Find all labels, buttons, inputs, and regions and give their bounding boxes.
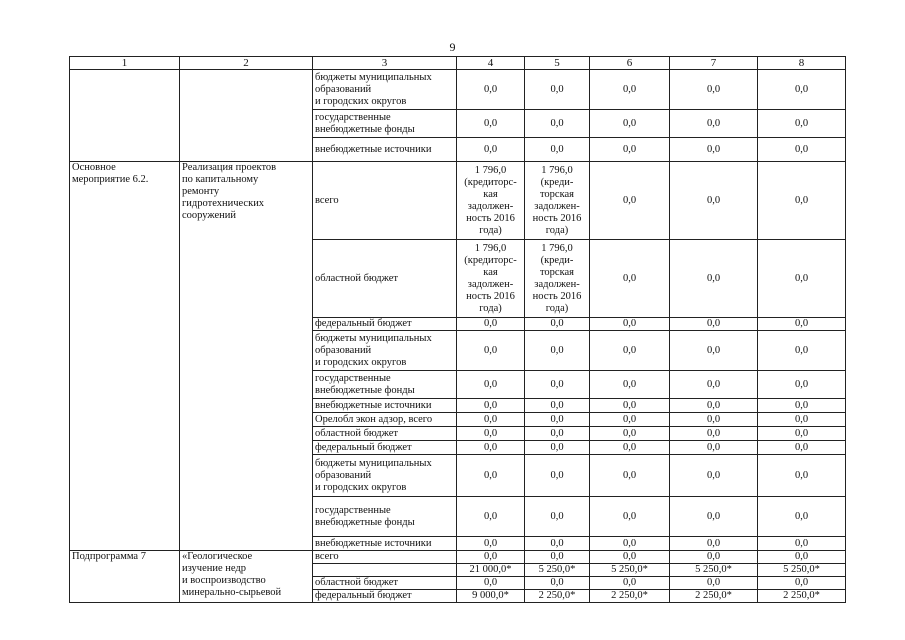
value-cell: 0,0: [590, 318, 670, 331]
value-cell: 0,0: [525, 427, 590, 441]
value-cell: 0,0: [758, 497, 846, 537]
col-header: 7: [670, 57, 758, 70]
value-cell: 0,0: [758, 138, 846, 162]
funding-source-cell: внебюджетные источники: [313, 399, 457, 413]
value-cell: 0,0: [590, 70, 670, 110]
value-cell: 0,0: [670, 110, 758, 138]
header-row: [70, 57, 846, 70]
value-cell: 0,0: [590, 455, 670, 497]
value-cell: 0,0: [758, 577, 846, 590]
funding-source-cell: государственные внебюджетные фонды: [313, 497, 457, 537]
col-header: 8: [758, 57, 846, 70]
value-cell: 0,0: [457, 70, 525, 110]
value-cell: 0,0: [670, 331, 758, 371]
value-cell: 2 250,0*: [670, 590, 758, 603]
funding-source-cell: федеральный бюджет: [313, 318, 457, 331]
value-cell: 0,0: [590, 551, 670, 564]
funding-source-cell: всего: [313, 551, 457, 564]
value-cell: 0,0: [457, 551, 525, 564]
col-header: 4: [457, 57, 525, 70]
value-cell: 0,0: [525, 70, 590, 110]
value-cell: 0,0: [457, 110, 525, 138]
col-header: 5: [525, 57, 590, 70]
value-cell: 1 796,0 (кредиторс- кая задолжен- ность 2016 года): [457, 240, 525, 318]
value-cell: 21 000,0*: [457, 564, 525, 577]
funding-source-cell: областной бюджет: [313, 427, 457, 441]
value-cell: 0,0: [457, 413, 525, 427]
value-cell: 0,0: [670, 537, 758, 551]
funding-source-cell: государственные внебюджетные фонды: [313, 110, 457, 138]
value-cell: 0,0: [670, 427, 758, 441]
value-cell: 5 250,0*: [525, 564, 590, 577]
value-cell: 0,0: [525, 399, 590, 413]
measure-name-cell: Основное мероприятие 6.2.: [70, 162, 180, 551]
value-cell: 2 250,0*: [525, 590, 590, 603]
value-cell: 0,0: [525, 138, 590, 162]
value-cell: 5 250,0*: [758, 564, 846, 577]
value-cell: 0,0: [590, 331, 670, 371]
funding-source-cell: бюджеты муниципальных образований и городских округов: [313, 331, 457, 371]
value-cell: 0,0: [758, 318, 846, 331]
page-number: 9: [449, 40, 456, 54]
value-cell: 9 000,0*: [457, 590, 525, 603]
value-cell: 0,0: [590, 413, 670, 427]
value-cell: 0,0: [758, 551, 846, 564]
value-cell: 0,0: [590, 577, 670, 590]
table-row: [70, 70, 846, 110]
value-cell: 0,0: [758, 110, 846, 138]
value-cell: 2 250,0*: [758, 590, 846, 603]
value-cell: 0,0: [525, 455, 590, 497]
value-cell: 0,0: [457, 497, 525, 537]
value-cell: 0,0: [457, 138, 525, 162]
funding-source-cell: областной бюджет: [313, 577, 457, 590]
value-cell: 0,0: [670, 162, 758, 240]
col-header: 3: [313, 57, 457, 70]
value-cell: 0,0: [758, 399, 846, 413]
value-cell: 0,0: [758, 371, 846, 399]
col-header: 2: [180, 57, 313, 70]
value-cell: 0,0: [590, 537, 670, 551]
value-cell: 0,0: [590, 399, 670, 413]
value-cell: 0,0: [525, 577, 590, 590]
value-cell: 0,0: [590, 110, 670, 138]
funding-source-cell: бюджеты муниципальных образований и городских округов: [313, 455, 457, 497]
value-cell: 0,0: [525, 497, 590, 537]
value-cell: 1 796,0 (креди- торская задолжен- ность 2016 года): [525, 240, 590, 318]
measure-description-cell: [180, 70, 313, 162]
value-cell: 0,0: [670, 577, 758, 590]
measure-name-cell: [70, 70, 180, 162]
funding-source-cell: бюджеты муниципальных образований и городских округов: [313, 70, 457, 110]
value-cell: 0,0: [525, 551, 590, 564]
value-cell: 0,0: [457, 441, 525, 455]
value-cell: 0,0: [525, 371, 590, 399]
value-cell: 0,0: [457, 577, 525, 590]
value-cell: 0,0: [758, 441, 846, 455]
value-cell: 0,0: [670, 371, 758, 399]
value-cell: 0,0: [670, 240, 758, 318]
funding-source-cell: государственные внебюджетные фонды: [313, 371, 457, 399]
col-header: 1: [70, 57, 180, 70]
value-cell: 0,0: [457, 331, 525, 371]
value-cell: 0,0: [590, 138, 670, 162]
value-cell: 0,0: [758, 240, 846, 318]
value-cell: 0,0: [590, 240, 670, 318]
value-cell: 0,0: [525, 331, 590, 371]
budget-table: [69, 56, 846, 603]
value-cell: 0,0: [670, 497, 758, 537]
funding-source-cell: [313, 564, 457, 577]
value-cell: 0,0: [457, 318, 525, 331]
value-cell: 0,0: [670, 413, 758, 427]
funding-source-cell: всего: [313, 162, 457, 240]
value-cell: 0,0: [670, 551, 758, 564]
value-cell: 0,0: [590, 427, 670, 441]
measure-description-cell: «Геологическое изучение недр и воспроизводство минерально-сырьевой: [180, 551, 313, 603]
value-cell: 0,0: [758, 70, 846, 110]
funding-source-cell: Орелобл экон адзор, всего: [313, 413, 457, 427]
value-cell: 0,0: [457, 399, 525, 413]
funding-source-cell: внебюджетные источники: [313, 138, 457, 162]
funding-source-cell: внебюджетные источники: [313, 537, 457, 551]
col-header: 6: [590, 57, 670, 70]
value-cell: 0,0: [758, 427, 846, 441]
value-cell: 0,0: [670, 138, 758, 162]
measure-name-cell: Подпрограмма 7: [70, 551, 180, 603]
funding-source-cell: федеральный бюджет: [313, 590, 457, 603]
value-cell: 0,0: [590, 497, 670, 537]
value-cell: 2 250,0*: [590, 590, 670, 603]
value-cell: 0,0: [758, 537, 846, 551]
value-cell: 0,0: [670, 318, 758, 331]
value-cell: 5 250,0*: [590, 564, 670, 577]
value-cell: 0,0: [758, 162, 846, 240]
value-cell: 0,0: [525, 441, 590, 455]
funding-source-cell: федеральный бюджет: [313, 441, 457, 455]
value-cell: 0,0: [590, 162, 670, 240]
value-cell: 1 796,0 (креди- торская задолжен- ность 2016 года): [525, 162, 590, 240]
value-cell: 0,0: [670, 399, 758, 413]
value-cell: 0,0: [590, 371, 670, 399]
value-cell: 0,0: [457, 371, 525, 399]
value-cell: 0,0: [670, 455, 758, 497]
value-cell: 0,0: [457, 427, 525, 441]
value-cell: 0,0: [590, 441, 670, 455]
value-cell: 0,0: [525, 110, 590, 138]
value-cell: 0,0: [525, 318, 590, 331]
value-cell: 0,0: [758, 331, 846, 371]
value-cell: 0,0: [670, 441, 758, 455]
value-cell: 1 796,0 (кредиторс- кая задолжен- ность 2016 года): [457, 162, 525, 240]
value-cell: 0,0: [525, 537, 590, 551]
value-cell: 0,0: [457, 537, 525, 551]
value-cell: 0,0: [457, 455, 525, 497]
measure-description-cell: Реализация проектов по капитальному ремонту гидротехнических сооружений: [180, 162, 313, 551]
value-cell: 5 250,0*: [670, 564, 758, 577]
value-cell: 0,0: [758, 413, 846, 427]
funding-source-cell: областной бюджет: [313, 240, 457, 318]
value-cell: 0,0: [670, 70, 758, 110]
value-cell: 0,0: [525, 413, 590, 427]
value-cell: 0,0: [758, 455, 846, 497]
table-row: [70, 551, 846, 564]
table-row: [70, 162, 846, 240]
